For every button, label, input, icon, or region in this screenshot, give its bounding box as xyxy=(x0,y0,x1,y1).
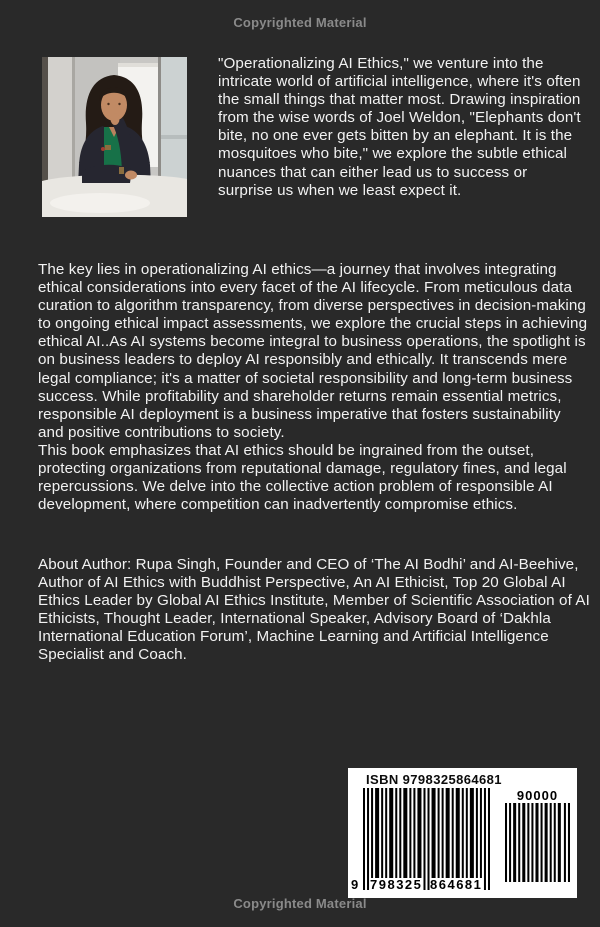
isbn-number-label: ISBN 9798325864681 xyxy=(366,772,502,787)
author-portrait-illustration xyxy=(42,57,187,217)
isbn-barcode-block xyxy=(348,768,577,898)
about-author-paragraph: About Author: Rupa Singh, Founder and CEO of ‘The AI Bodhi’ and AI-Beehive, Author of AI Ethics with Buddhist Perspective, An AI Ethicist, Top 20 Global AI Ethics Leader by Global AI Ethics Institute, Member of Scientific Association of AI Ethicists, Thought Leader, International Speaker, Advisory Board of ‘Dakhla International Education Forum’, Machine Learning and Artificial Intelligence Specialist and Coach. xyxy=(38,556,590,664)
supplemental-barcode xyxy=(505,789,570,882)
author-photo xyxy=(42,57,187,217)
copyright-banner-bottom: Copyrighted Material xyxy=(233,896,367,911)
barcode-digit-group-2: 864681 xyxy=(430,877,483,892)
body-paragraph-2: This book emphasizes that AI ethics should be ingrained from the outset, protecting organizations from reputational damage, regulatory fines, and legal repercussions. We delve into the collective action problem of responsible AI development, where competition can inadvertently compromise ethics. xyxy=(38,441,567,514)
barcode-digit-lead: 9 xyxy=(351,877,360,892)
ean-barcode xyxy=(351,788,490,892)
barcode-digit-group-1: 798325 xyxy=(370,877,423,892)
body-paragraph-1: The key lies in operationalizing AI ethics—a journey that involves integrating ethical considerations into every facet of the AI lifecycle. From meticulous data curation to algorithm transparency, from diverse perspectives in decision-making to ongoing ethical impact assessments, we explore the crucial steps in achieving ethical AI..As AI systems become integral to business operations, the spotlight is on business leaders to deploy AI responsibly and ethically. It transcends mere legal compliance; it's a matter of societal responsibility and long-term business success. While profitability and shareholder returns remain essential metrics, responsible AI deployment is a business imperative that fosters sustainability and positive contributions to society. xyxy=(38,261,588,441)
intro-paragraph: "Operationalizing AI Ethics," we venture into the intricate world of artificial intelligence, where it's often the small things that matter most. Drawing inspiration from the wise words of Joel Weldon, "Elephants don't bite, no one ever gets bitten by an elephant. It is the mosquitoes who bite," we explore the subtle ethical nuances that can either lead us to success or surprise us when we least expect it. xyxy=(218,55,581,199)
supplement-bars-icon xyxy=(505,803,570,882)
body-text xyxy=(38,261,590,514)
price-code-label: 90000 xyxy=(516,788,559,803)
copyright-banner-top: Copyrighted Material xyxy=(233,15,367,30)
barcode-bars-icon xyxy=(363,788,490,890)
